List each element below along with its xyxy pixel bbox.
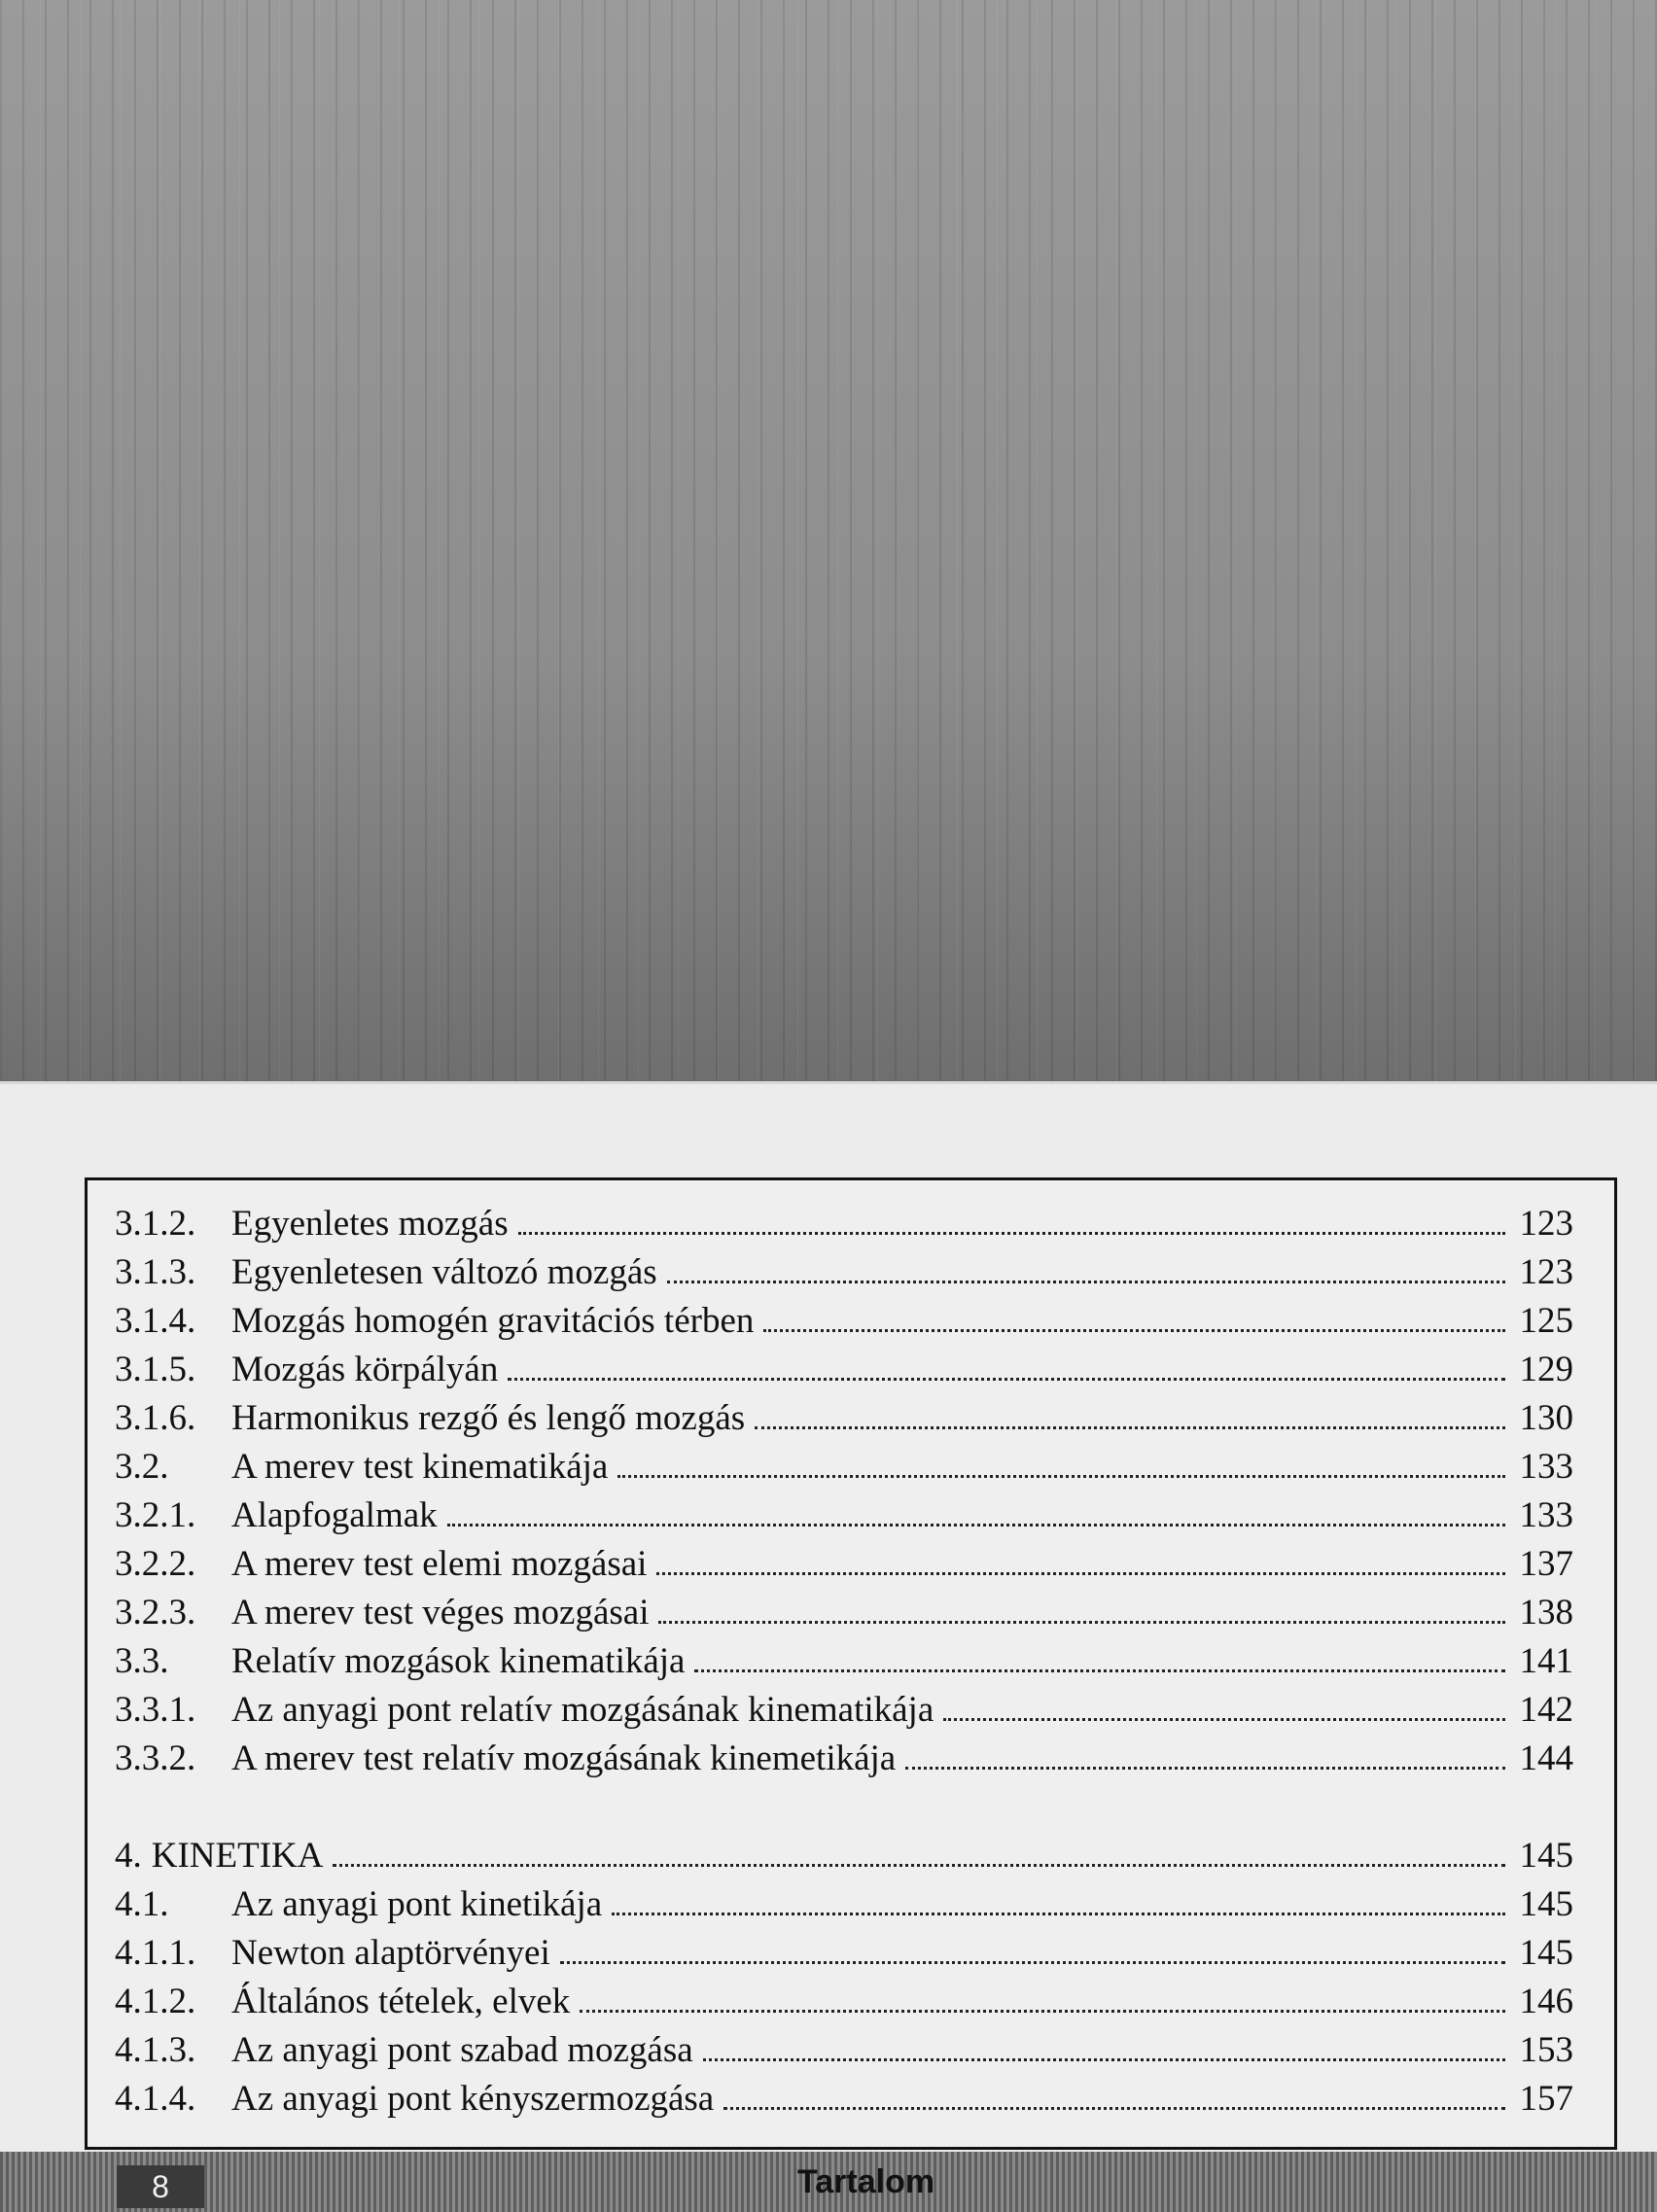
dot-leader (667, 1281, 1505, 1283)
toc-entry-title: Egyenletesen változó mozgás (231, 1252, 657, 1292)
toc-entry-number: 4.1. (115, 1884, 169, 1924)
toc-entry-page: 153 (1519, 2030, 1573, 2070)
toc-entry (115, 1882, 1573, 1927)
dot-leader (447, 1524, 1505, 1527)
toc-entry-page: 133 (1519, 1447, 1573, 1487)
toc-entry (115, 1931, 1573, 1976)
dot-leader (694, 1669, 1505, 1672)
toc-entry (115, 2077, 1573, 2122)
toc-entry-number: 3.2.2. (115, 1544, 196, 1584)
toc-entry (115, 1493, 1573, 1538)
toc-entry-title: Harmonikus rezgő és lengő mozgás (231, 1398, 746, 1438)
dot-leader (612, 1913, 1505, 1915)
toc-entry-title: Newton alaptörvényei (231, 1933, 550, 1973)
toc-entry (115, 1445, 1573, 1490)
dot-leader (703, 2058, 1505, 2061)
toc-entry-number: 4.1.4. (115, 2079, 196, 2119)
toc-entry-number: 4.1.1. (115, 1933, 196, 1973)
dot-leader (763, 1329, 1505, 1332)
dot-leader (333, 1864, 1505, 1867)
toc-entry (115, 1250, 1573, 1295)
toc-entry-number: 3.1.2. (115, 1204, 196, 1244)
toc-entry-title: Egyenletes mozgás (231, 1204, 509, 1244)
toc-entry-page: 144 (1519, 1738, 1573, 1778)
toc-entry-number: 3.1.3. (115, 1252, 196, 1292)
toc-entry-page: 125 (1519, 1301, 1573, 1341)
dot-leader (518, 1232, 1505, 1235)
toc-entry-title: Az anyagi pont kényszermozgása (231, 2079, 715, 2119)
toc-entry-title: Az anyagi pont szabad mozgása (231, 2030, 693, 2070)
toc-entry (115, 1737, 1573, 1781)
toc-chapter-heading (115, 1834, 1573, 1878)
toc-entry (115, 1396, 1573, 1441)
toc-entry-title: Alapfogalmak (231, 1495, 438, 1535)
table-of-contents (85, 1177, 1617, 2150)
toc-entry (115, 1202, 1573, 1246)
toc-entry-number: 3.2.1. (115, 1495, 196, 1535)
dot-leader (905, 1767, 1505, 1770)
toc-entry-page: 157 (1519, 2079, 1573, 2119)
toc-entry-page: 137 (1519, 1544, 1573, 1584)
toc-entry (115, 2028, 1573, 2073)
toc-entry (115, 1980, 1573, 2024)
toc-entry-title: A merev test relatív mozgásának kinemetikája (231, 1738, 897, 1778)
toc-entry (115, 1591, 1573, 1635)
toc-entry-page: 142 (1519, 1690, 1573, 1730)
dot-leader (508, 1378, 1505, 1381)
toc-entry-page: 123 (1519, 1204, 1573, 1244)
toc-entry-page: 145 (1519, 1884, 1573, 1924)
toc-entry-page: 138 (1519, 1593, 1573, 1633)
footer-page-number: 8 (117, 2165, 204, 2208)
toc-entry-number: 4.1.2. (115, 1982, 196, 2021)
toc-entry-title: A merev test elemi mozgásai (231, 1544, 648, 1584)
toc-entry-page: 145 (1519, 1933, 1573, 1973)
toc-entry-number: 3.2. (115, 1447, 169, 1487)
toc-entry-number: 3.1.6. (115, 1398, 196, 1438)
toc-entry-page: 145 (1519, 1836, 1573, 1876)
toc-entry-title: Mozgás körpályán (231, 1350, 499, 1389)
wood-background (0, 0, 1657, 1089)
toc-entry-number: 4.1.3. (115, 2030, 196, 2070)
toc-entry-number: 3.3. (115, 1641, 169, 1681)
toc-entry-number: 3.2.3. (115, 1593, 196, 1633)
toc-entry (115, 1639, 1573, 1684)
toc-entry-page: 146 (1519, 1982, 1573, 2021)
toc-entry-title: A merev test véges mozgásai (231, 1593, 650, 1633)
toc-entry-title: Relatív mozgások kinematikája (231, 1641, 686, 1681)
dot-leader (943, 1718, 1505, 1721)
toc-entry-page: 129 (1519, 1350, 1573, 1389)
book-page (0, 1081, 1657, 2212)
toc-entry-title: Mozgás homogén gravitációs térben (231, 1301, 755, 1341)
dot-leader (658, 1621, 1505, 1624)
dot-leader (755, 1426, 1505, 1429)
dot-leader (656, 1572, 1505, 1575)
toc-entry-page: 141 (1519, 1641, 1573, 1681)
toc-entry-page: 123 (1519, 1252, 1573, 1292)
toc-entry (115, 1299, 1573, 1344)
toc-entry-number: 3.3.1. (115, 1690, 196, 1730)
toc-entry (115, 1348, 1573, 1392)
dot-leader (560, 1961, 1505, 1964)
toc-entry-number: 3.1.4. (115, 1301, 196, 1341)
toc-entry-number: 3.3.2. (115, 1738, 196, 1778)
dot-leader (617, 1475, 1505, 1478)
toc-entry-title: Általános tételek, elvek (231, 1982, 571, 2021)
toc-entry (115, 1542, 1573, 1587)
toc-entry-title: KINETIKA (151, 1836, 324, 1876)
dot-leader (580, 2010, 1505, 2013)
toc-entry-title: Az anyagi pont kinetikája (231, 1884, 603, 1924)
toc-entry-title: Az anyagi pont relatív mozgásának kinematikája (231, 1690, 934, 1730)
toc-entry-title: A merev test kinematikája (231, 1447, 609, 1487)
toc-entry-number: 3.1.5. (115, 1350, 196, 1389)
toc-entry (115, 1688, 1573, 1733)
dot-leader (723, 2107, 1505, 2110)
footer-section-title: Tartalom (797, 2163, 935, 2200)
toc-entry-number: 4. (115, 1836, 142, 1876)
page-footer (0, 2152, 1657, 2212)
toc-entry-page: 130 (1519, 1398, 1573, 1438)
toc-entry-page: 133 (1519, 1495, 1573, 1535)
